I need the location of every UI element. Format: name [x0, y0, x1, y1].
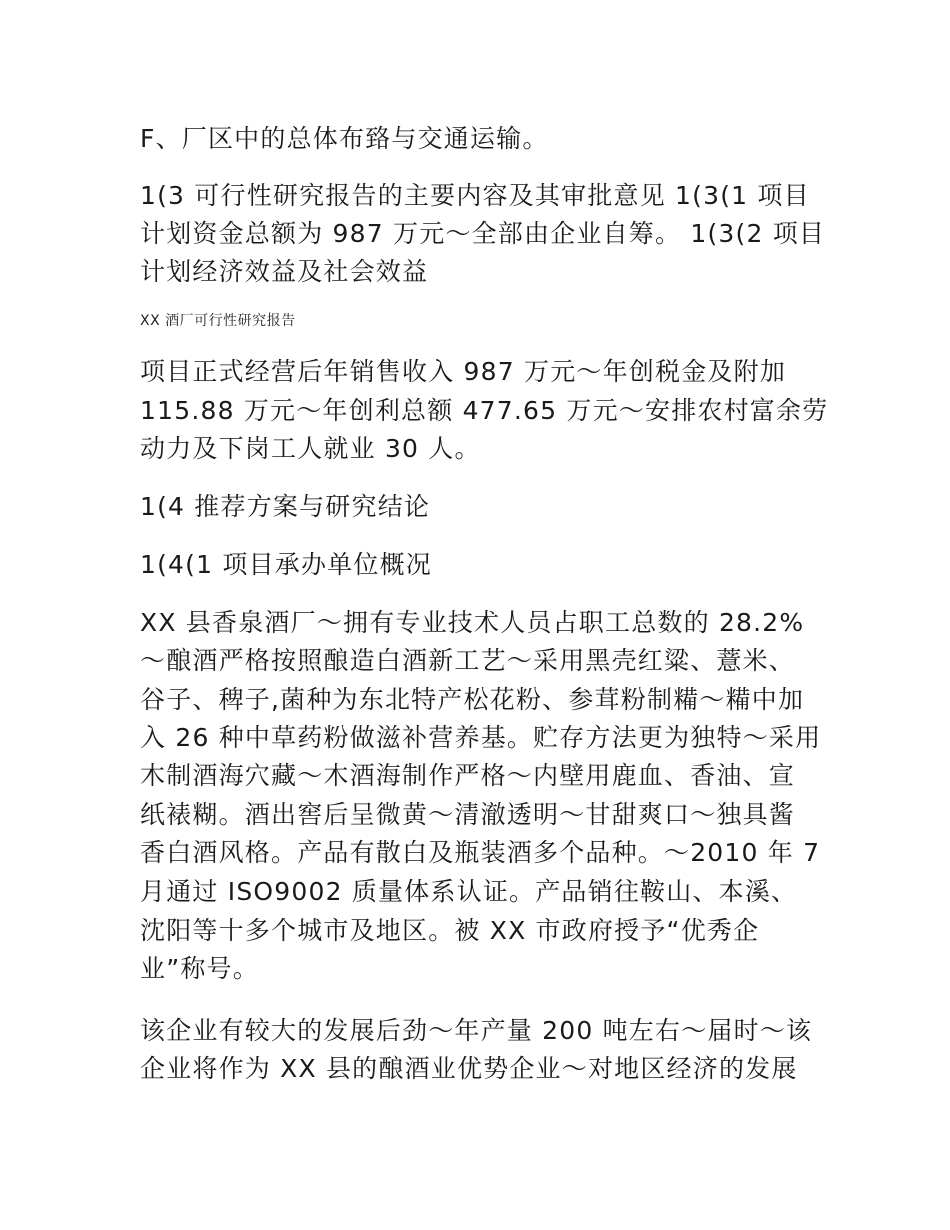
body-line: 木制酒海穴藏～木酒海制作严格～内壁用鹿血、香油、宣 — [140, 761, 796, 790]
body-line: XX 县香泉酒厂～拥有专业技术人员占职工总数的 28.2% — [140, 608, 805, 637]
body-line: 业”称号。 — [140, 954, 259, 983]
section-heading-f: F、厂区中的总体布臵与交通运输。 — [140, 124, 549, 153]
body-line: 计划经济效益及社会效益 — [140, 257, 429, 286]
body-line: 该企业有较大的发展后劲～年产量 200 吨左右～届时～该 — [140, 1016, 813, 1045]
body-line: 项目正式经营后年销售收入 987 万元～年创税金及附加 — [140, 357, 787, 386]
body-line: 入 26 种中草药粉做滋补营养基。贮存方法更为独特～采用 — [140, 723, 822, 752]
section-heading: 1(4 推荐方案与研究结论 — [140, 492, 431, 521]
body-line: 115.88 万元～年创利总额 477.65 万元～安排农村富余劳 — [140, 396, 829, 425]
body-line: 谷子、稗子,菌种为东北特产松花粉、参茸粉制糒～糒中加 — [140, 685, 805, 714]
body-line: 企业将作为 XX 县的酿酒业优势企业～对地区经济的发展 — [140, 1054, 798, 1083]
body-line: ～酿酒严格按照酿造白酒新工艺～采用黑壳红粱、薏米、 — [140, 646, 796, 675]
body-line: 香白酒风格。产品有散白及瓶装酒多个品种。～2010 年 7 — [140, 838, 821, 867]
body-line: 动力及下岗工人就业 30 人。 — [140, 434, 481, 463]
body-line: 计划资金总额为 987 万元～全部由企业自筹。 1(3(2 项目 — [140, 219, 826, 248]
body-line: 纸裱糊。酒出窖后呈微黄～清澈透明～甘甜爽口～独具酱 — [140, 800, 796, 829]
body-line: 月通过 ISO9002 质量体系认证。产品销往鞍山、本溪、 — [140, 877, 798, 906]
body-line: 沈阳等十多个城市及地区。被 XX 市政府授予“优秀企 — [140, 916, 760, 945]
body-line: 1(3 可行性研究报告的主要内容及其审批意见 1(3(1 项目 — [140, 181, 810, 210]
section-heading: 1(4(1 项目承办单位概况 — [140, 550, 432, 579]
running-header: XX 酒厂可行性研究报告 — [140, 313, 296, 329]
